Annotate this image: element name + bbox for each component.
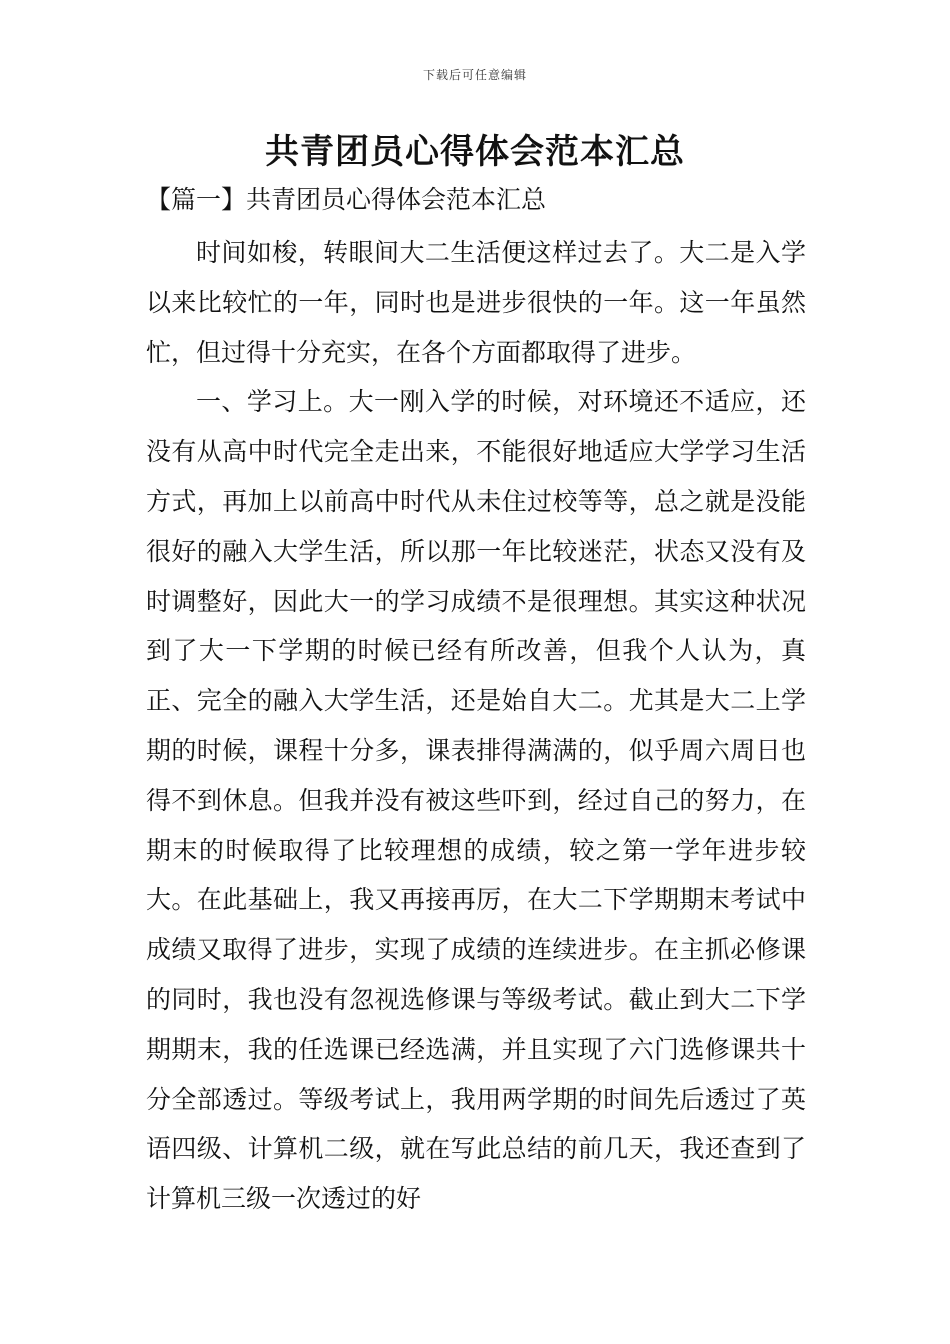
section-heading: 【篇一】共青团员心得体会范本汇总 — [146, 185, 547, 214]
paragraph-study: 一、学习上。大一刚入学的时候，对环境还不适应，还没有从高中时代完全走出来，不能很好地适应大学学习生活方式，再加上以前高中时代从未住过校等等，总之就是没能很好的融入大学生活，所以那一年比较迷茫，状态又没有及时调整好，因此大一的学习成绩不是很理想。其实这种状况到了大一下学期的时候已经有所改善，但我个人认为，真正、完全的融入大学生活，还是始自大二。尤其是大二上学期的时候，课程十分多，课表排得满满的，似乎周六周日也得不到休息。但我并没有被这些吓到，经过自己的努力，在期末的时候取得了比较理想的成绩，较之第一学年进步较大。在此基础上，我又再接再厉，在大二下学期期末考试中成绩又取得了进步，实现了成绩的连续进步。在主抓必修课的同时，我也没有忽视选修课与等级考试。截止到大二下学期期末，我的任选课已经选满，并且实现了六门选修课共十分全部透过。等级考试上，我用两学期的时间先后透过了英语四级、计算机二级，就在写此总结的前几天，我还查到了计算机三级一次透过的好 — [146, 387, 806, 1214]
header-note: 下载后可任意编辑 — [422, 68, 527, 82]
body-text — [146, 228, 806, 1224]
paragraph-intro: 时间如梭，转眼间大二生活便这样过去了。大二是入学以来比较忙的一年，同时也是进步很快的一年。这一年虽然忙，但过得十分充实，在各个方面都取得了进步。 — [146, 238, 806, 367]
document-title: 共青团员心得体会范本汇总 — [265, 132, 685, 172]
